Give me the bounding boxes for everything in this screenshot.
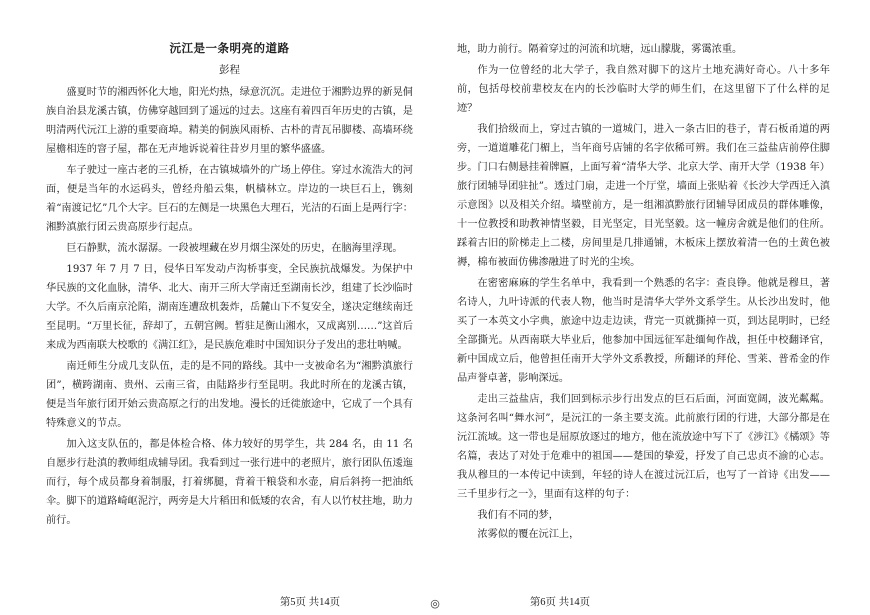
right-page (435, 0, 870, 615)
paragraph: 车子驶过一座古老的三孔桥，在古镇城墙外的广场上停住。穿过水流浩大的河面，便是当年的水运码头，曾经舟船云集，帆樯林立。岸边的一块巨石上，镌刻着“南渡记忆”几个大字。巨石的左侧是一块黑色大理石，光洁的石面上是两行字：湘黔滇旅行团云贵高原步行起点。 (46, 165, 413, 233)
verse-line: 浓雾似的覆在沅江上， (477, 529, 580, 540)
paragraph: 我们拾级而上，穿过古镇的一道城门，进入一条古旧的巷子，青石板甬道的两旁，一道道雕花门楣上，当年商号店铺的名字依稀可辨。我们在三益盐店前停住脚步。门口右侧悬挂着牌匾，上面写着“清华大学、北京大学、南开大学（1938 年）旅行团辅导团驻扯”。透过门扇，走进一个厅堂，墙面上张贴着《长沙大学西迁入滇示意图》以及相关介绍。墙壁前方，是一组湘滇黔旅行团辅导团成员的群体雕像，十一位教授和助教神情坚毅，目光坚定，目光坚毅。这一幢房舍就是他们的住所。踩着古旧的阶梯走上二楼，房间里是几排通铺，木板床上摆放着清一色的土黄色被褥，棉布被面仿佛渗融进了时光的尘埃。 (457, 124, 830, 268)
paragraph: 地，助力前行。隔着穿过的河流和坑塘，远山朦胧，雾霭浓重。 (457, 44, 743, 55)
paragraph: 盛夏时节的湘西怀化大地，阳光灼热，绿意沉沉。走进位于湘黔边界的新晃侗族自治县龙溪古镇，仿佛穿越回到了遥远的过去。这座有着四百年历史的古镇，是明清两代沅江上游的重要商埠。精美的侗族风雨桥、古朴的青瓦吊脚楼、高墙环绕屋檐相连的窨子屋，都在无声地诉说着往昔岁月里的繁华盛盛。 (46, 87, 413, 155)
paragraph: 在密密麻麻的学生名单中，我看到一个熟悉的名字：查良铮。他就是穆旦，著名诗人，九叶诗派的代表人物，他当时是清华大学外文系学生。从长沙出发时，他买了一本英文小字典，旅途中边走边读，背完一页就撕掉一页，到达昆明时，已经全部撕光。从西南联大毕业后，他参加中国远征军赴缅甸作战，担任中校翻译官，新中国成立后，他曾担任南开大学外文系教授，所翻译的拜伦、雪莱、普希金的作品声誉卓著，影响深远。 (457, 278, 830, 384)
article-title: 沅江是一条明亮的道路 (169, 41, 290, 55)
page-number-left: 第5页 共14页 (279, 597, 341, 608)
page-number-right: 第6页 共14页 (529, 597, 591, 608)
paragraph: 巨石静默，流水潺潺。一段被埋藏在岁月烟尘深处的历史，在脑海里浮现。 (66, 243, 403, 254)
paragraph: 南迁师生分成几支队伍，走的是不同的路线。其中一支被命名为“湘黔滇旅行团”，横跨湖南、贵州、云南三省，由陆路步行至昆明。我此时所在的龙溪古镇，便是当年旅行团开始云贵高原之行的出发地。漫长的迁徙旅途中，它成了一个具有特殊意义的节点。 (46, 361, 413, 429)
paragraph: 走出三益盐店，我们回到标示步行出发点的巨石后面，河面宽阔，波光粼粼。这条河名叫“舞水河”，是沅江的一条主要支流。此前旅行团的行进，大部分都是在沅江流域。这一带也是屈原放逐过的地方，他在流放途中写下了《涉江》《橘颂》等名篇，表达了对处于危难中的祖国——楚国的挚爱，抒发了自己忠贞不渝的心志。我从穆旦的一本传记中读到，年轻的诗人在渡过沅江后，也写了一首诗《出发——三千里步行之一》，里面有这样的句子： (457, 394, 830, 500)
article-author: 彭程 (219, 64, 240, 76)
paragraph: 1937 年 7 月 7 日，侵华日军发动卢沟桥事变，全民族抗战爆发。为保护中华民族的文化血脉，清华、北大、南开三所大学南迁至湖南长沙，组建了长沙临时大学。不久后南京沦陷，湖南连遭敌机轰炸，岳麓山下不复安全，遂决定继续南迁至昆明。“万里长征，辞却了，五朝宫阙。暂驻足衡山湘水，又成离别……”这首后来成为西南联大校歌的《满江红》，是民族危难时中国知识分子发出的悲壮呐喊。 (46, 264, 413, 351)
page-divider-icon: ◎ (430, 597, 440, 610)
paragraph: 加入这支队伍的，都是体检合格、体力较好的男学生，共 284 名，由 11 名自愿步行赴滇的教师组成辅导团。我看到过一张行进中的老照片，旅行团队伍逶迤而行，每个成员都身着制服，打着绑腿，背着干粮袋和水壶，肩后斜挎一把油纸伞。脚下的道路崎岖泥泞，两旁是大片稻田和低矮的农舍，有人以竹杖拄地，助力前行。 (46, 439, 413, 526)
verse-line: 我们有不同的梦， (477, 510, 559, 521)
paragraph: 作为一位曾经的北大学子，我自然对脚下的这片土地充满好奇心。八十多年前，包括母校前辈校友在内的长沙临时大学的师生们，在这里留下了什么样的足迹？ (457, 65, 830, 114)
